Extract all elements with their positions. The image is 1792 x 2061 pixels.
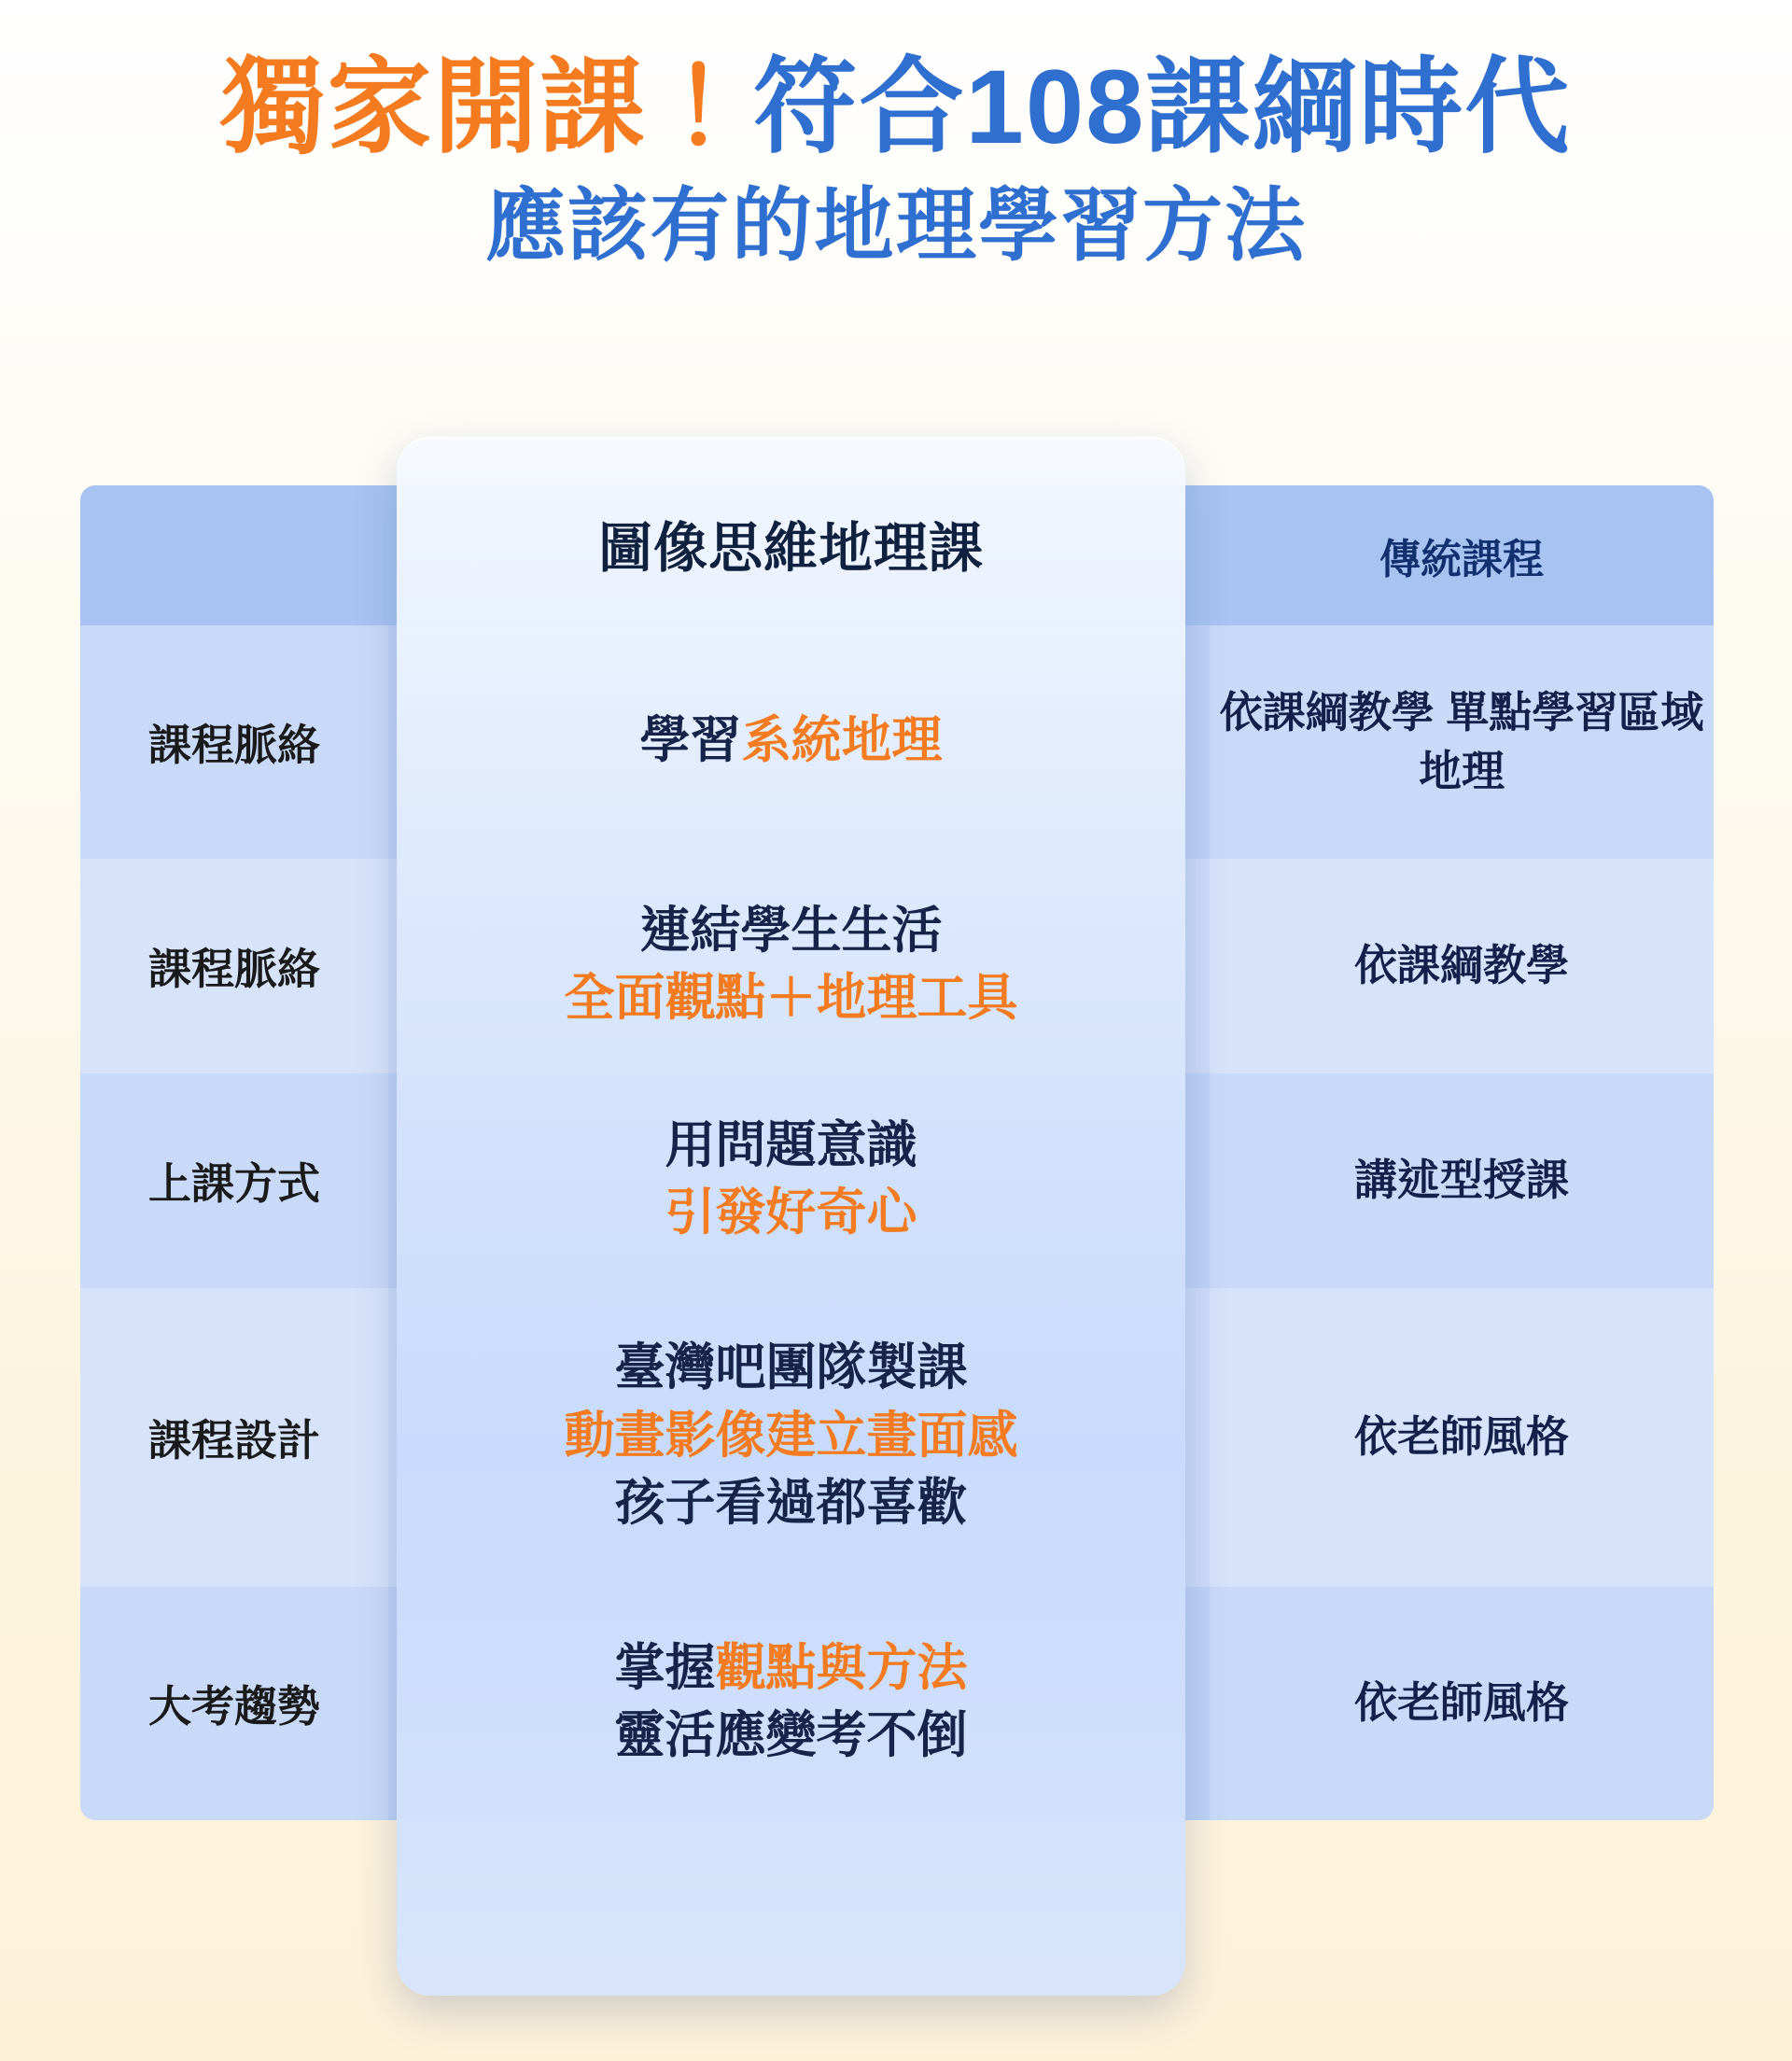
row-label-4: 大考趨勢 (80, 1587, 388, 1820)
highlight-cell-2 (397, 1072, 1185, 1286)
highlight-cell-4-plain: 掌握 (614, 1639, 716, 1696)
row-traditional-1: 依課綱教學 (1210, 859, 1714, 1073)
highlight-cell-3-line1: 臺灣吧團隊製課 (614, 1339, 968, 1396)
row-label-0: 課程脈絡 (80, 625, 388, 859)
row-label-1: 課程脈絡 (80, 859, 388, 1073)
highlight-card-title: 圖像思維地理課 (597, 518, 984, 579)
highlight-cell-3-line2: 動畫影像建立畫面感 (564, 1407, 1018, 1464)
row-label-3: 課程設計 (80, 1288, 388, 1587)
highlight-cell-0 (397, 624, 1185, 857)
row-traditional-0 (1210, 625, 1714, 859)
highlight-cell-4-line1 (615, 1634, 968, 1702)
highlight-cell-0-accent: 系統地理 (740, 711, 943, 768)
page-title-rest: 符合108課綱時代 (752, 49, 1572, 165)
highlight-cell-1 (397, 857, 1185, 1072)
highlight-cell-2-line2: 引發好奇心 (665, 1185, 917, 1241)
table-header-traditional: 傳統課程 (1210, 485, 1714, 625)
highlight-cell-1-line2: 全面觀點＋地理工具 (564, 970, 1018, 1026)
row-traditional-0-line2: 單點學習區域地理 (1419, 687, 1704, 795)
highlight-course-card (397, 437, 1185, 1996)
page-title-highlight: 獨家開課！ (220, 49, 753, 165)
row-traditional-3: 依老師風格 (1210, 1288, 1714, 1587)
row-traditional-2: 講述型授課 (1210, 1073, 1714, 1288)
highlight-cell-3 (397, 1286, 1185, 1585)
row-traditional-4: 依老師風格 (1210, 1587, 1714, 1820)
highlight-cell-2-line1: 用問題意識 (665, 1116, 917, 1173)
header (0, 0, 1792, 277)
highlight-cell-0-line1 (640, 707, 943, 774)
row-label-2: 上課方式 (80, 1073, 388, 1288)
table-header-label (80, 485, 388, 625)
highlight-card-rows (397, 624, 1185, 1996)
highlight-cell-3-line3: 孩子看過都喜歡 (614, 1475, 968, 1532)
highlight-cell-4 (397, 1585, 1185, 1818)
highlight-cell-4-accent: 觀點與方法 (715, 1639, 968, 1696)
highlight-cell-4-line2: 靈活應變考不倒 (614, 1707, 968, 1763)
row-traditional-0-line1: 依課綱教學 (1219, 687, 1435, 736)
highlight-cell-1-line1: 連結學生生活 (639, 902, 943, 959)
page-title-line1 (0, 49, 1792, 165)
highlight-cell-0-plain: 學習 (639, 711, 741, 768)
page-subtitle: 應該有的地理學習方法 (485, 181, 1307, 272)
